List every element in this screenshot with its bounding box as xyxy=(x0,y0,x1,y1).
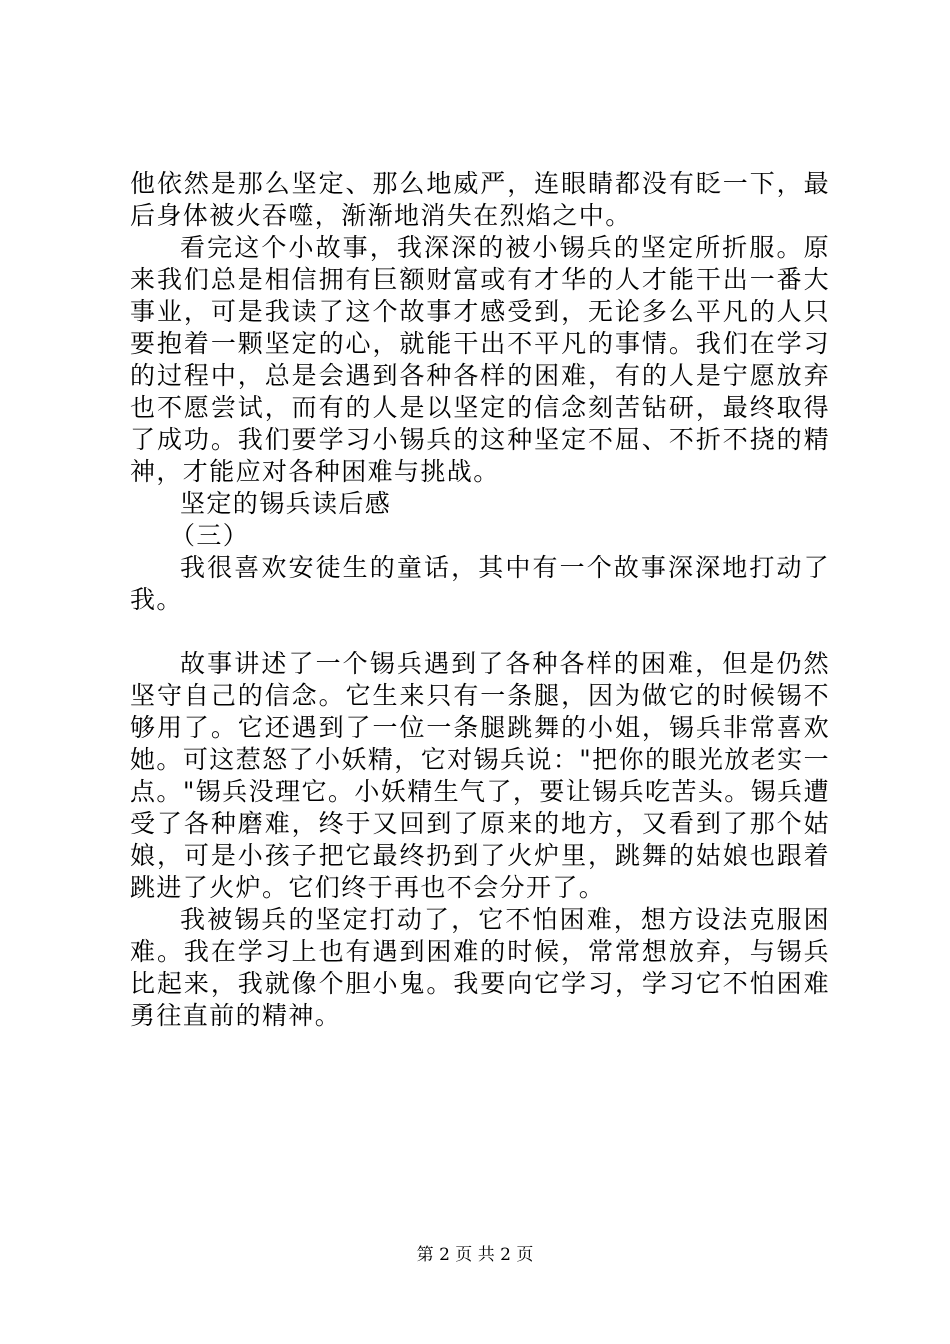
section-number: （三） xyxy=(170,521,250,550)
essay-title: 坚定的锡兵读后感 xyxy=(180,489,392,518)
paragraph-conclusion: 我被锡兵的坚定打动了，它不怕困难，想方设法克服困难。我在学习上也有遇到困难的时候，常常想放弃，与锡兵比起来，我就像个胆小鬼。我要向它学习，学习它不怕困难勇往直前的精神。 xyxy=(130,905,830,1030)
paragraph-reflection: 看完这个小故事，我深深的被小锡兵的坚定所折服。原来我们总是相信拥有巨额财富或有才华的人才能干出一番大事业，可是我读了这个故事才感受到，无论多么平凡的人只要抱着一颗坚定的心，就能干出不平凡的事情。我们在学习的过程中，总是会遇到各种各样的困难，有的人是宁愿放弃也不愿尝试，而有的人是以坚定的信念刻苦钻研，最终取得了成功。我们要学习小锡兵的这种坚定不屈、不折不挠的精神，才能应对各种困难与挑战。 xyxy=(130,233,830,486)
paragraph-continuation: 他依然是那么坚定、那么地威严，连眼睛都没有眨一下，最后身体被火吞噬，渐渐地消失在烈焰之中。 xyxy=(130,169,830,230)
document-body xyxy=(130,168,830,1032)
paragraph-story: 故事讲述了一个锡兵遇到了各种各样的困难，但是仍然坚守自己的信念。它生来只有一条腿，因为做它的时候锡不够用了。它还遇到了一位一条腿跳舞的小姐，锡兵非常喜欢她。可这惹怒了小妖精，它对锡兵说："把你的眼光放老实一点。"锡兵没理它。小妖精生气了，要让锡兵吃苦头。锡兵遭受了各种磨难，终于又回到了原来的地方，又看到了那个姑娘，可是小孩子把它最终扔到了火炉里，跳舞的姑娘也跟着跳进了火炉。它们终于再也不会分开了。 xyxy=(130,649,830,902)
blank-line xyxy=(130,616,830,648)
paragraph-intro: 我很喜欢安徒生的童话，其中有一个故事深深地打动了我。 xyxy=(130,553,830,614)
page-number-footer: 第 2 页 共 2 页 xyxy=(416,1245,534,1265)
